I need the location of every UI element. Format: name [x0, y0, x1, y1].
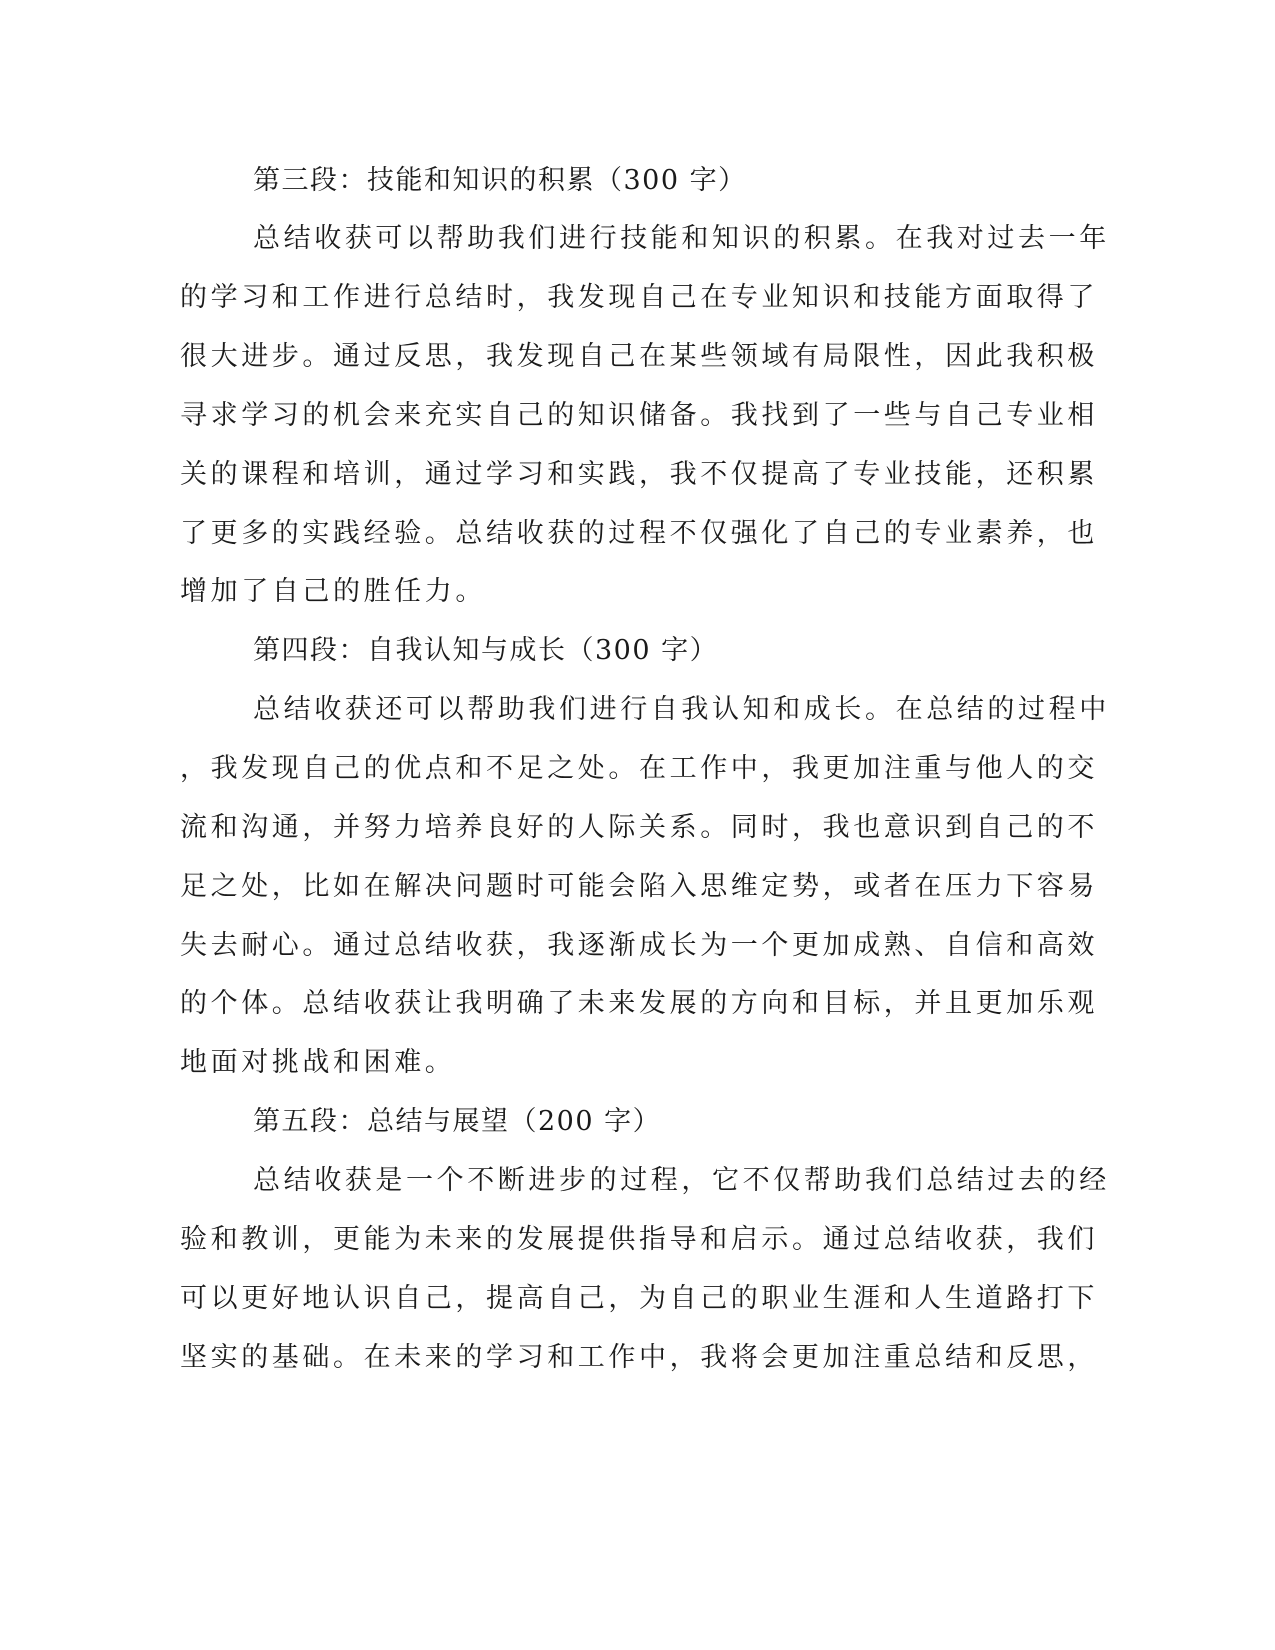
text-line: 总结收获还可以帮助我们进行自我认知和成长。在总结的过程中 [253, 694, 1110, 725]
text-line: ，我发现自己的优点和不足之处。在工作中，我更加注重与他人的交 [180, 753, 1098, 784]
text-line: 关的课程和培训，通过学习和实践，我不仅提高了专业技能，还积累 [180, 459, 1098, 490]
text-line: 验和教训，更能为未来的发展提供指导和启示。通过总结收获，我们 [180, 1224, 1098, 1255]
text-line: 很大进步。通过反思，我发现自己在某些领域有局限性，因此我积极 [180, 341, 1098, 372]
text-line: 地面对挑战和困难。 [180, 1047, 456, 1078]
section-heading-5: 第五段：总结与展望（200 字） [253, 1106, 662, 1137]
text-line: 足之处，比如在解决问题时可能会陷入思维定势，或者在压力下容易 [180, 871, 1098, 902]
text-line: 流和沟通，并努力培养良好的人际关系。同时，我也意识到自己的不 [180, 812, 1098, 843]
text-line: 的个体。总结收获让我明确了未来发展的方向和目标，并且更加乐观 [180, 988, 1098, 1019]
text-line: 总结收获可以帮助我们进行技能和知识的积累。在我对过去一年 [253, 223, 1110, 254]
text-line: 失去耐心。通过总结收获，我逐渐成长为一个更加成熟、自信和高效 [180, 930, 1098, 961]
text-line: 寻求学习的机会来充实自己的知识储备。我找到了一些与自己专业相 [180, 400, 1098, 431]
text-line: 增加了自己的胜任力。 [180, 576, 486, 607]
text-line: 总结收获是一个不断进步的过程，它不仅帮助我们总结过去的经 [253, 1165, 1110, 1196]
text-line: 的学习和工作进行总结时，我发现自己在专业知识和技能方面取得了 [180, 282, 1098, 313]
section-heading-4: 第四段：自我认知与成长（300 字） [253, 635, 719, 666]
text-line: 可以更好地认识自己，提高自己，为自己的职业生涯和人生道路打下 [180, 1283, 1098, 1314]
section-heading-3: 第三段：技能和知识的积累（300 字） [253, 165, 747, 196]
text-line: 了更多的实践经验。总结收获的过程不仅强化了自己的专业素养，也 [180, 518, 1098, 549]
text-line: 坚实的基础。在未来的学习和工作中，我将会更加注重总结和反思， [180, 1342, 1098, 1373]
